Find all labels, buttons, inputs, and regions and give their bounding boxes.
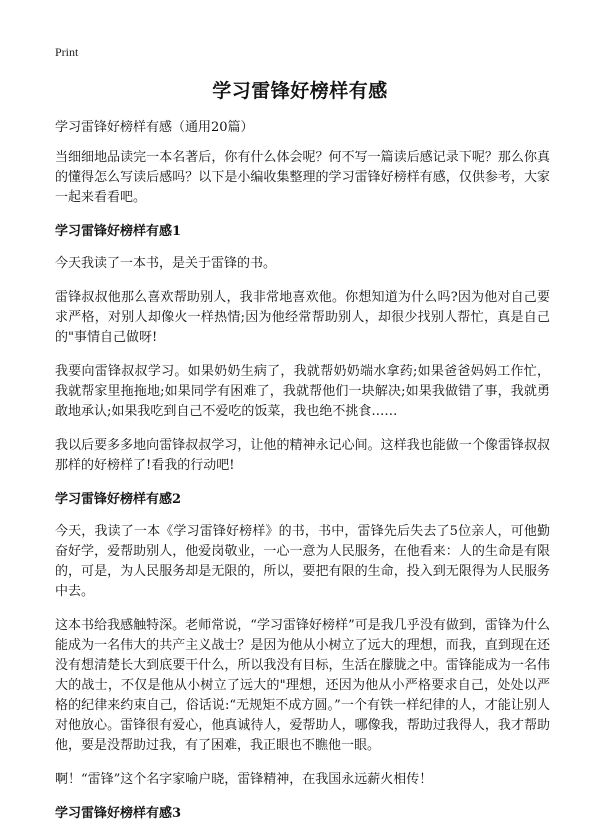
- paragraph: 我以后要多多地向雷锋叔叔学习，让他的精神永记心间。这样我也能做一个像雷锋叔叔那样的好榜样了!看我的行动吧!: [55, 438, 550, 473]
- paragraph: 这本书给我感触特深。老师常说，“学习雷锋好榜样”可是我几乎没有做到，雷锋为什么能成为一名伟大的共产主义战士？是因为他从小树立了远大的理想，而我，直到现在还没有想清楚长大到底要干什么，所以我没有目标，生活在朦胧之中。雷锋能成为一名伟大的战士，不仅是他从小树立了远大的"理想，还因为他从小严格要求自己，处处以严格的纪律来约束自己，俗话说:“无规矩不成方圆。”一个有铁一样纪律的人，才能让别人对他放心。雷锋很有爱心，他真诚待人，爱帮助人，哪像我，帮助过我得人，我才帮助他，要是没帮助过我，有了困难，我正眼也不瞧他一眼。: [55, 618, 550, 753]
- document-title: 学习雷锋好榜样有感: [212, 80, 388, 102]
- print-link[interactable]: Print: [55, 45, 79, 59]
- document-body: [55, 118, 550, 836]
- document-subtitle: 学习雷锋好榜样有感（通用20篇）: [55, 120, 254, 135]
- section-heading-2: 学习雷锋好榜样有感2: [55, 492, 182, 507]
- paragraph: 今天，我读了一本《学习雷锋好榜样》的书，书中，雷锋先后失去了5位亲人，可他勤奋好学，爱帮助别人，他爱岗敬业，一心一意为人民服务，在他看来：人的生命是有限的，可是，为人民服务却是无限的，所以，要把有限的生命，投入到无限得为人民服务中去。: [55, 524, 550, 599]
- paragraph: 今天我读了一本书，是关于雷锋的书。: [55, 256, 277, 271]
- paragraph: 雷锋叔叔他那么喜欢帮助别人，我非常地喜欢他。你想知道为什么吗?因为他对自己要求严格，对别人却像火一样热情;因为他经常帮助别人，却很少找别人帮忙，真是自己的"事情自己做呀!: [55, 290, 550, 345]
- paragraph: 啊！“雷锋”这个名字家喻户晓，雷锋精神，在我国永远薪火相传！: [55, 772, 433, 787]
- paragraph: 我要向雷锋叔叔学习。如果奶奶生病了，我就帮奶奶端水拿药;如果爸爸妈妈工作忙，我就帮家里拖拖地;如果同学有困难了，我就帮他们一块解决;如果我做错了事，我就勇敢地承认;如果我吃到自己不爱吃的饭菜，我也绝不挑食……: [55, 364, 550, 419]
- section-heading-3: 学习雷锋好榜样有感3: [55, 806, 182, 821]
- section-heading-1: 学习雷锋好榜样有感1: [55, 224, 182, 239]
- intro-paragraph: 当细细地品读完一本名著后，你有什么体会呢？何不写一篇读后感记录下呢？那么你真的懂得怎么写读后感吗？以下是小编收集整理的学习雷锋好榜样有感，仅供参考，大家一起来看看吧。: [55, 150, 550, 205]
